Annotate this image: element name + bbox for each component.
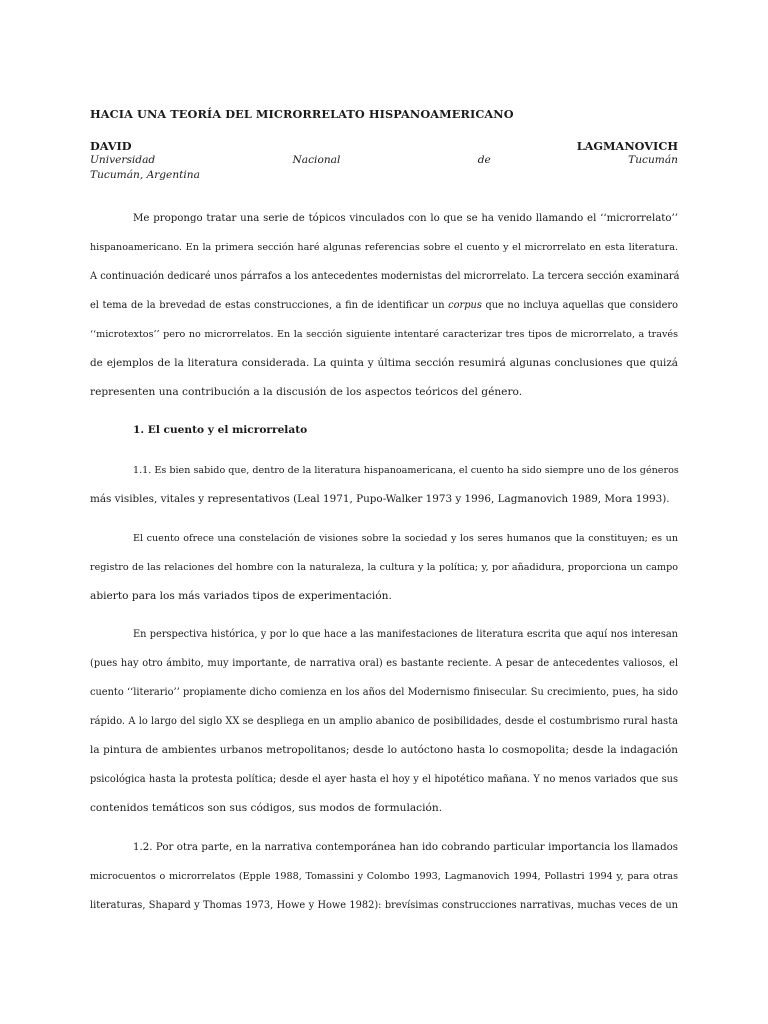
italic-term: corpus <box>448 300 482 311</box>
affiliation-location: Tucumán, Argentina <box>90 169 200 181</box>
paragraph-line: Me propongo tratar una serie de tópicos vinculados con lo que se ha venido llamando el ‘‘microrrelato’’ <box>133 213 678 224</box>
line-text: que no incluya aquellas que considero <box>481 300 678 311</box>
author-row <box>90 139 678 153</box>
paragraph-line: A continuación dedicaré unos párrafos a los antecedentes modernistas del microrrelato. La tercera sección examinará <box>90 271 680 282</box>
paragraph-line: 1.2. Por otra parte, en la narrativa contemporánea han ido cobrando particular importancia los llamados <box>133 842 678 853</box>
paragraph-line: psicológica hasta la protesta política; desde el ayer hasta el hoy y el hipotético mañana. Y no menos variados que sus <box>90 774 678 785</box>
intro-paragraph <box>90 204 678 407</box>
author-first-name: DAVID <box>90 139 132 153</box>
paragraph-line: El cuento ofrece una constelación de visiones sobre la sociedad y los seres humanos que la constituyen; es un <box>133 533 678 544</box>
document-page <box>90 0 678 1024</box>
paragraph-line: En perspectiva histórica, y por lo que hace a las manifestaciones de literatura escrita que aquí nos interesan <box>133 629 678 640</box>
paragraph-1-1 <box>90 456 678 514</box>
paragraph-line: literaturas, Shapard y Thomas 1973, Howe y Howe 1982): brevísimas construcciones narrativas, muchas veces de un <box>90 900 678 911</box>
paragraph-line: ‘‘microtextos’’ pero no microrrelatos. En la sección siguiente intentaré caracterizar tres tipos de microrrelato, a través <box>90 329 678 340</box>
paragraph-line: contenidos temáticos son sus códigos, sus modos de formulación. <box>90 802 443 814</box>
paragraph-historica <box>90 620 678 823</box>
paragraph-line: microcuentos o microrrelatos (Epple 1988, Tomassini y Colombo 1993, Lagmanovich 1994, Pollastri 1994 y, para otras <box>90 871 678 882</box>
paragraph-line: 1.1. Es bien sabido que, dentro de la literatura hispanoamericana, el cuento ha sido siempre uno de los géneros <box>133 465 679 476</box>
paragraph-line: representen una contribución a la discusión de los aspectos teóricos del género. <box>90 386 523 398</box>
paragraph-line <box>90 291 678 320</box>
paragraph-line: la pintura de ambientes urbanos metropolitanos; desde lo autóctono hasta lo cosmopolita; desde la indagación <box>90 744 678 756</box>
affiliation-line <box>90 154 678 166</box>
paragraph-line: hispanoamericano. En la primera sección haré algunas referencias sobre el cuento y el microrrelato en esta literatura. <box>90 242 678 253</box>
paragraph-line: rápido. A lo largo del siglo XX se despliega en un amplio abanico de posibilidades, desde el costumbrismo rural hasta <box>90 716 678 727</box>
affiliation-word: Tucumán <box>628 154 678 166</box>
paragraph-cuento <box>90 524 678 611</box>
paragraph-line: de ejemplos de la literatura considerada. La quinta y última sección resumirá algunas conclusiones que quizá <box>90 357 678 369</box>
document-title: HACIA UNA TEORÍA DEL MICRORRELATO HISPANOAMERICANO <box>90 107 514 121</box>
line-text: el tema de la brevedad de estas construcciones, a fin de identificar un <box>90 300 445 311</box>
affiliation-word: de <box>477 154 491 166</box>
paragraph-line: más visibles, vitales y representativos (Leal 1971, Pupo-Walker 1973 y 1996, Lagmanovich 1989, Mora 1993). <box>90 493 670 505</box>
author-last-name: LAGMANOVICH <box>576 139 678 153</box>
affiliation-word: Universidad <box>90 154 156 166</box>
paragraph-line: cuento ‘‘literario’’ propiamente dicho comienza en los años del Modernismo finisecular. Su crecimiento, pues, ha sido <box>90 687 678 698</box>
paragraph-line: (pues hay otro ámbito, muy importante, de narrativa oral) es bastante reciente. A pesar de antecedentes valiosos, el <box>90 658 678 669</box>
paragraph-line: abierto para los más variados tipos de experimentación. <box>90 590 392 602</box>
section-heading: 1. El cuento y el microrrelato <box>133 424 308 436</box>
paragraph-line: registro de las relaciones del hombre con la naturaleza, la cultura y la política; y, por añadidura, proporciona un campo <box>90 562 678 573</box>
affiliation-word: Nacional <box>292 154 341 166</box>
paragraph-1-2 <box>90 833 678 920</box>
